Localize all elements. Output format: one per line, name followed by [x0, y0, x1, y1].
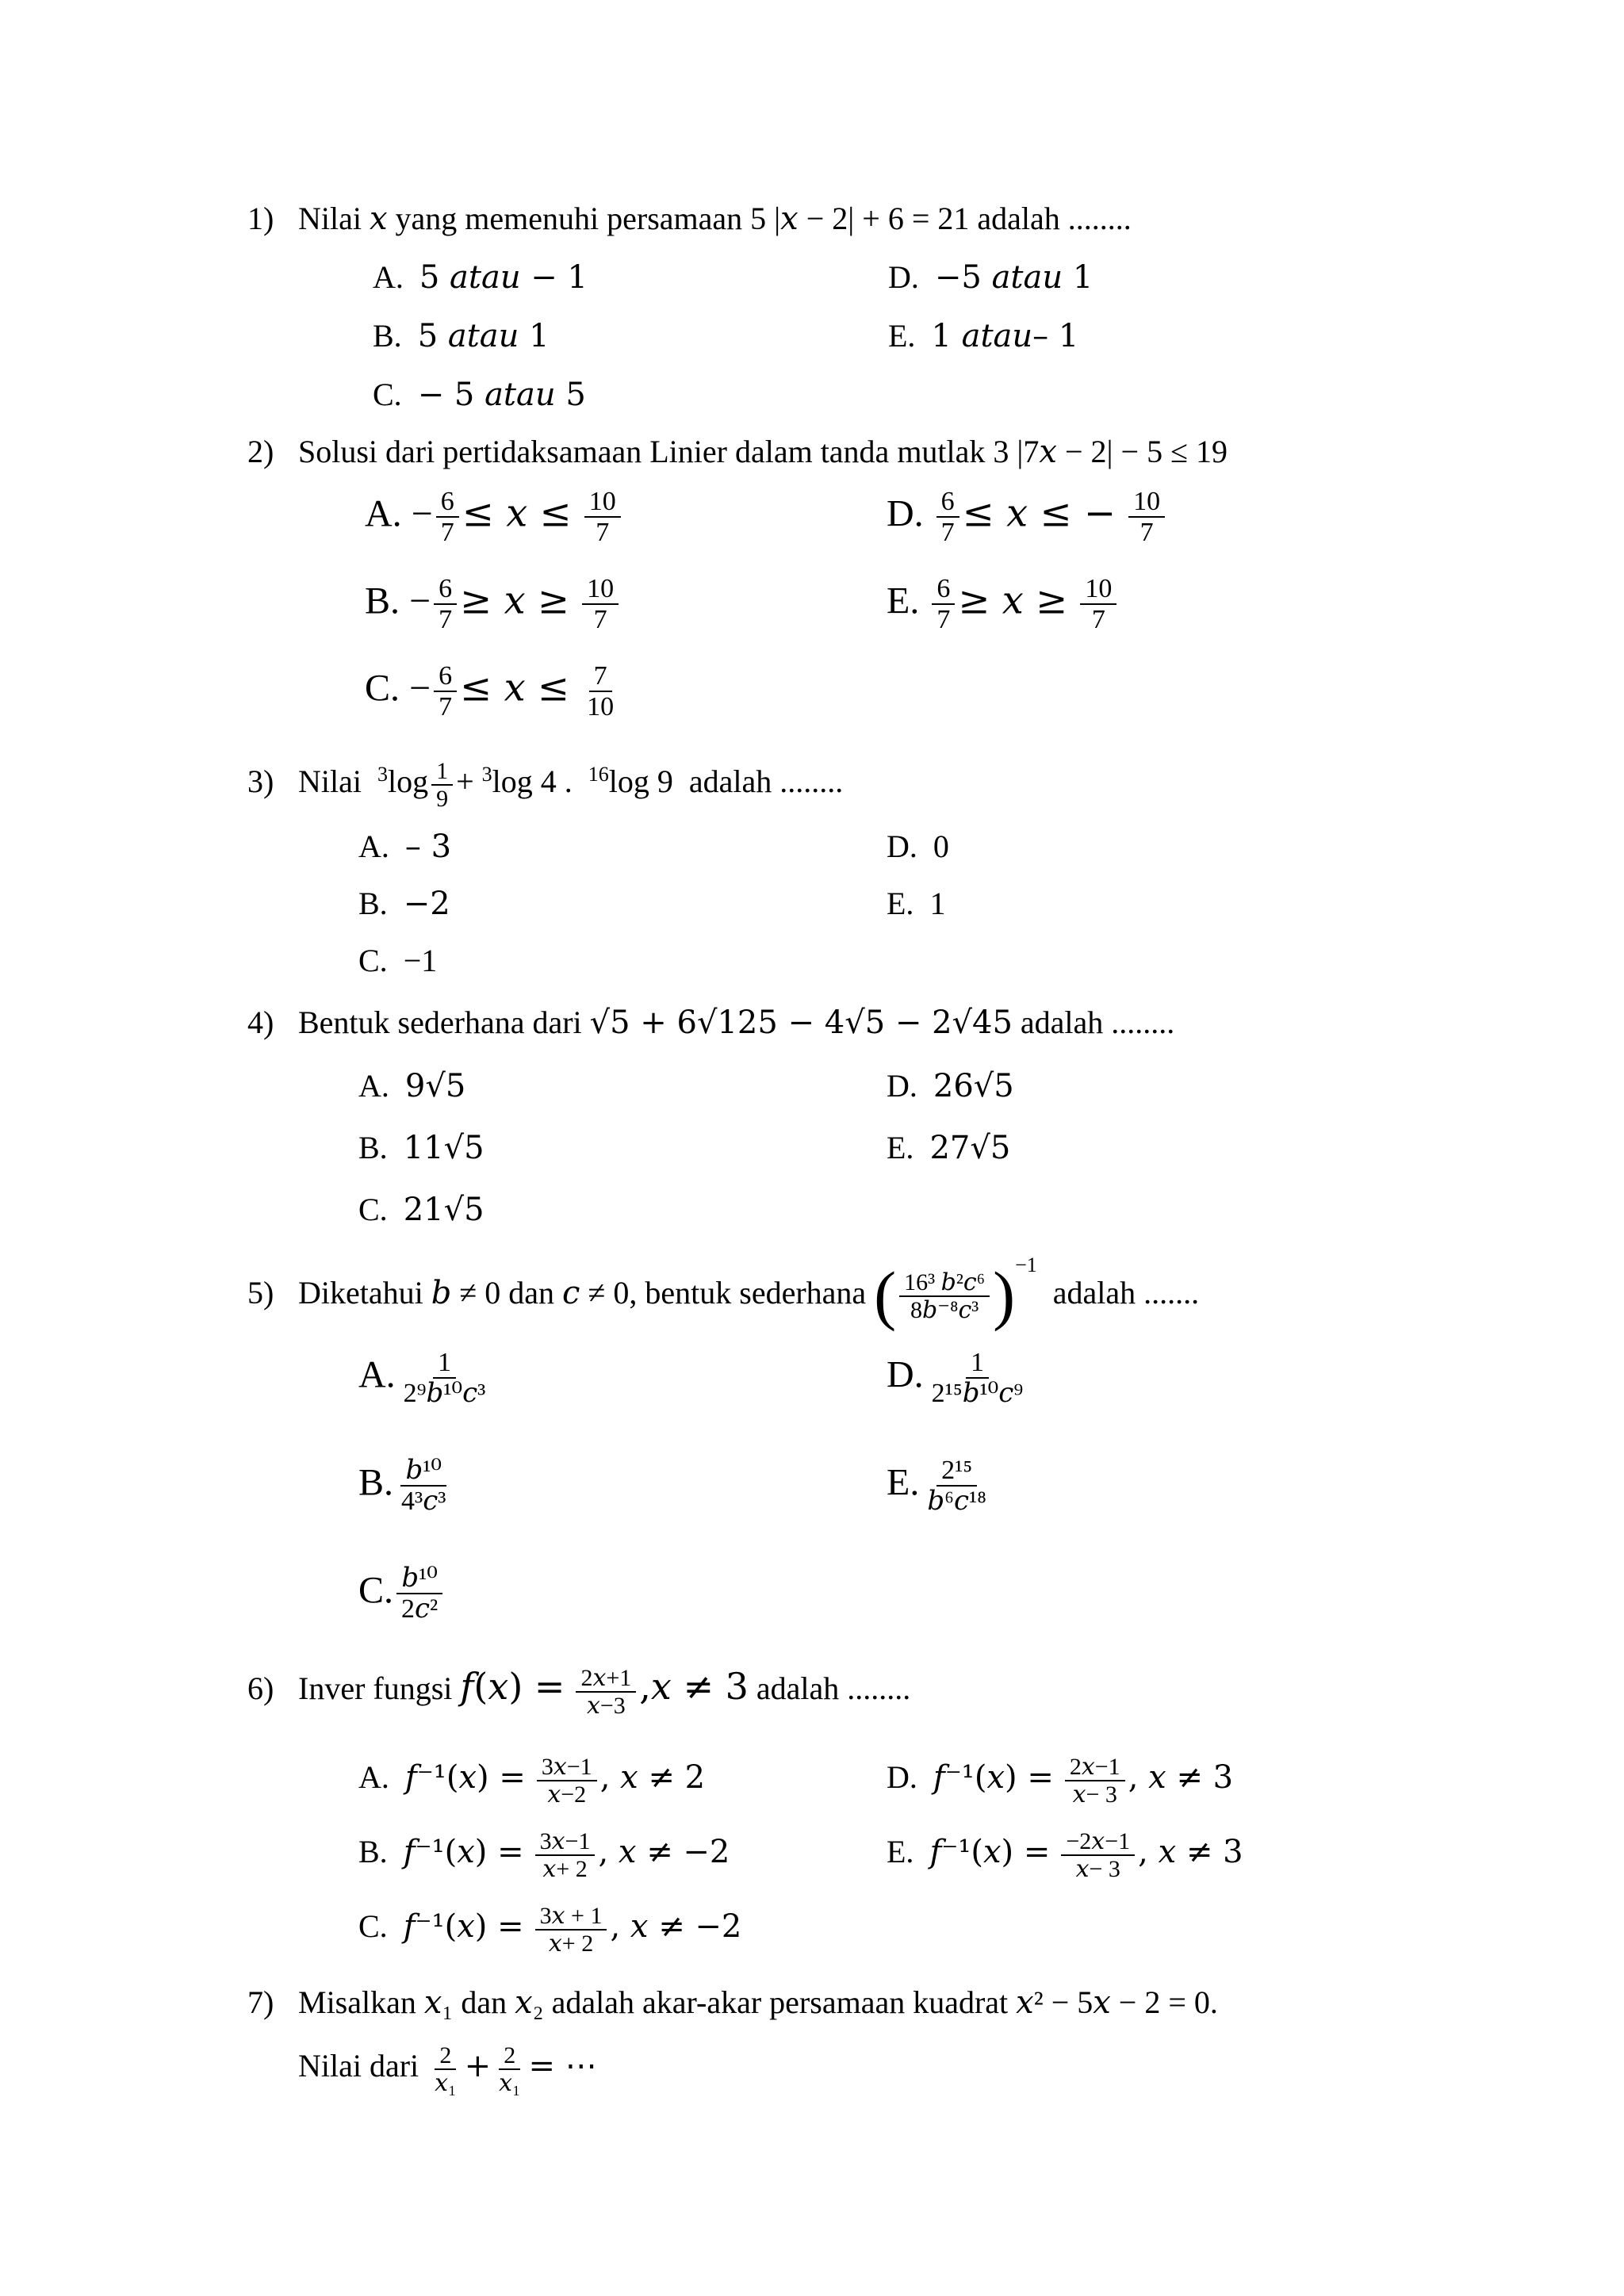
denominator: 2⁹𝑏¹⁰𝑐³ — [403, 1379, 486, 1409]
math-text: 3 — [377, 762, 388, 786]
math-text: −1 — [403, 943, 438, 978]
fraction — [431, 758, 453, 812]
math-text: Inver fungsi — [298, 1670, 453, 1707]
math-text: , 𝑥 ≠ 3 — [1128, 1759, 1234, 1797]
denominator: 7 — [593, 605, 607, 635]
fraction — [1080, 574, 1116, 635]
question-number: 7) — [247, 1984, 274, 2020]
fraction — [932, 574, 955, 635]
math-text: −5 𝑎𝑡𝑎𝑢 1 — [934, 259, 1094, 296]
numerator: 10 — [1128, 487, 1165, 518]
option-6e: E. 𝑓⁻¹(𝑥) = $\frac{\text{−2𝑥−1}}{\text{𝑥− 3}}$ , 𝑥 ≠ 3 — [887, 1828, 1243, 1882]
denominator: 8𝑏⁻⁸𝑐³ — [910, 1296, 979, 1323]
denominator: 7 — [936, 605, 951, 635]
denominator: 7 — [1091, 605, 1105, 635]
denominator: 7 — [440, 518, 454, 548]
math-text: 16 — [588, 762, 609, 786]
math-text: 𝑓⁻¹(𝑥) = — [929, 1834, 1051, 1871]
option-1a: A. 5 𝑎𝑡𝑎𝑢 − 1 — [373, 259, 588, 296]
math-text: 0 — [933, 828, 949, 864]
option-3e: E. 1 — [887, 886, 946, 921]
fraction — [535, 1828, 596, 1882]
math-text: Nilai — [298, 763, 362, 800]
numerator: −2𝑥−1 — [1061, 1828, 1135, 1856]
numerator: 1 — [433, 1348, 456, 1379]
math-text: , 𝑥 ≠ 3 — [1138, 1834, 1243, 1871]
math-text: log — [387, 763, 429, 800]
denominator: 𝑥− 3 — [1075, 1856, 1120, 1882]
fraction — [535, 1903, 607, 1957]
math-text: + — [464, 2048, 492, 2085]
math-text: 9√5 — [404, 1068, 466, 1104]
numerator: 2𝑥+1 — [576, 1665, 636, 1693]
fraction — [576, 1665, 636, 1719]
math-text: − — [409, 580, 431, 622]
math-text: 1 𝑎𝑡𝑎𝑢– 1 — [931, 318, 1079, 354]
denominator: 2𝑐² — [401, 1594, 439, 1624]
math-text: −1 — [1015, 1253, 1037, 1276]
option-2c: C. − $\frac{6}{7}$ ≤ 𝑥 ≤ $\frac{7}{10}$ — [365, 661, 622, 722]
math-text: 𝑓(𝑥) = — [460, 1665, 565, 1709]
denominator: 𝑥+ 2 — [548, 1931, 594, 1957]
math-text: Bentuk sederhana dari — [298, 1004, 582, 1040]
numerator: 3𝑥−1 — [537, 1754, 597, 1781]
option-3c: C. −1 — [358, 943, 438, 978]
math-text: ≥ 𝑥 ≥ — [958, 578, 1068, 623]
math-text: 5 𝑎𝑡𝑎𝑢 − 1 — [419, 259, 588, 296]
question-4 — [247, 1004, 1174, 1042]
math-text: 5 𝑎𝑡𝑎𝑢 1 — [417, 318, 550, 354]
numerator: 3𝑥 + 1 — [535, 1903, 607, 1931]
math-text: log 4 . — [492, 763, 573, 800]
denominator: 𝑥+ 2 — [542, 1856, 588, 1882]
question-1 — [247, 200, 1132, 238]
math-text: 𝑓⁻¹(𝑥) = — [403, 1834, 524, 1871]
fraction — [434, 574, 457, 635]
fraction — [434, 661, 457, 722]
math-text: adalah ........ — [688, 763, 844, 800]
numerator: 2 — [435, 2042, 456, 2070]
math-text: ,𝑥 ≠ 3 — [639, 1665, 749, 1709]
option-4a: A. 9√5 — [358, 1068, 466, 1104]
option-2d: D. $\frac{6}{7}$ ≤ 𝑥 ≤ − $\frac{10}{7}$ — [887, 487, 1168, 548]
option-5d: D. $\frac{1}{\text{2¹⁵𝑏¹⁰𝑐⁹}}$ — [887, 1348, 1031, 1409]
option-3b: B. −2 — [358, 886, 450, 922]
numerator: 6 — [936, 487, 959, 518]
fraction — [1065, 1754, 1125, 1808]
question-number: 5) — [247, 1275, 274, 1311]
question-stem: Misalkan 𝑥₁ dan 𝑥₂ adalah akar-akar persamaan kuadrat 𝑥² − 5𝑥 − 2 = 0. — [298, 1984, 1218, 2020]
fraction — [899, 1269, 990, 1323]
fraction — [436, 487, 459, 548]
question-number: 2) — [247, 434, 274, 469]
option-5a: A. $\frac{1}{\text{2⁹𝑏¹⁰𝑐³}}$ — [358, 1348, 493, 1409]
option-4d: D. 26√5 — [887, 1068, 1014, 1104]
denominator: 7 — [596, 518, 610, 548]
math-text: − — [409, 667, 431, 710]
numerator: 1 — [966, 1348, 989, 1379]
fraction — [396, 1456, 450, 1517]
question-number: 3) — [247, 763, 274, 800]
fraction — [430, 2042, 461, 2096]
numerator: 6 — [434, 661, 457, 692]
math-text: , 𝑥 ≠ −2 — [598, 1834, 730, 1871]
option-1d: D. −5 𝑎𝑡𝑎𝑢 1 — [888, 259, 1094, 296]
denominator: 𝑥₁ — [435, 2070, 457, 2096]
option-4e: E. 27√5 — [887, 1130, 1011, 1166]
numerator: 6 — [434, 574, 457, 605]
option-3a: A. – 3 — [358, 828, 452, 865]
question-number: 6) — [247, 1670, 274, 1707]
question-number: 1) — [247, 201, 274, 236]
denominator: 7 — [1139, 518, 1154, 548]
math-text: 11√5 — [403, 1130, 485, 1166]
math-text: , 𝑥 ≠ −2 — [610, 1908, 742, 1946]
fraction — [927, 1348, 1028, 1409]
math-text: = ⋯ — [528, 2048, 597, 2085]
denominator: 2¹⁵𝑏¹⁰𝑐⁹ — [931, 1379, 1024, 1409]
question-5 — [247, 1253, 1199, 1336]
math-text: adalah ........ — [756, 1670, 911, 1707]
fraction — [399, 1348, 491, 1409]
math-text: √5 + 6√125 − 4√5 − 2√45 — [589, 1004, 1013, 1041]
math-text: – 3 — [404, 828, 452, 865]
option-2b: B. − $\frac{6}{7}$ ≥ 𝑥 ≥ $\frac{10}{7}$ — [365, 574, 622, 635]
math-text: ) — [993, 1258, 1016, 1333]
math-text: 3 — [481, 762, 492, 786]
denominator: 𝑥₁ — [499, 2070, 521, 2096]
numerator: 2¹⁵ — [936, 1456, 977, 1487]
denominator: 7 — [439, 605, 453, 635]
fraction — [584, 487, 621, 548]
numerator: 𝑏¹⁰ — [396, 1563, 442, 1594]
denominator: 𝑥−2 — [547, 1781, 587, 1808]
option-5b: B. $\frac{\text{𝑏¹⁰}}{\text{4³𝑐³}}$ — [358, 1456, 454, 1517]
math-text: log 9 — [608, 763, 673, 800]
math-text: + — [456, 763, 474, 800]
denominator: 𝑏⁶𝑐¹⁸ — [927, 1487, 987, 1517]
fraction — [494, 2042, 525, 2096]
math-text: − 5 𝑎𝑡𝑎𝑢 5 — [417, 377, 586, 413]
denominator: 7 — [439, 692, 453, 722]
option-2a: A. − $\frac{6}{7}$ ≤ 𝑥 ≤ $\frac{10}{7}$ — [365, 487, 624, 548]
question-3 — [247, 758, 843, 812]
numerator: 16³ 𝑏²𝑐⁶ — [899, 1269, 990, 1297]
math-text: 26√5 — [933, 1068, 1014, 1104]
numerator: 7 — [589, 661, 612, 692]
numerator: 10 — [1080, 574, 1116, 605]
math-text: ≤ 𝑥 ≤ − — [962, 491, 1116, 536]
fraction — [922, 1456, 991, 1517]
fraction — [582, 574, 619, 635]
question-stem: Nilai 𝑥 yang memenuhi persamaan 5 |𝑥 − 2| + 6 = 21 adalah ........ — [298, 201, 1132, 236]
numerator: 6 — [932, 574, 955, 605]
math-text: −2 — [403, 886, 450, 922]
fraction — [1128, 487, 1165, 548]
question-7 — [247, 1984, 1218, 2022]
numerator: 6 — [436, 487, 459, 518]
math-text: adalah ........ — [1020, 1004, 1175, 1040]
option-1b: B. 5 𝑎𝑡𝑎𝑢 1 — [373, 318, 550, 354]
question-stem: Solusi dari pertidaksamaan Linier dalam tanda mutlak 3 |7𝑥 − 2| − 5 ≤ 19 — [298, 434, 1228, 469]
denominator: 4³𝑐³ — [401, 1487, 446, 1517]
math-text: ≥ 𝑥 ≥ — [460, 578, 570, 623]
numerator: 2 — [499, 2042, 520, 2070]
math-text: Diketahui 𝑏 ≠ 0 dan 𝑐 ≠ 0, bentuk sederhana — [298, 1275, 867, 1311]
fraction — [936, 487, 959, 548]
fraction — [582, 661, 619, 722]
denominator: 7 — [940, 518, 955, 548]
option-6a: A. 𝑓⁻¹(𝑥) = $\frac{\text{3𝑥−1}}{\text{𝑥−2}}$ , 𝑥 ≠ 2 — [358, 1754, 706, 1808]
numerator: 10 — [582, 574, 619, 605]
option-6c: C. 𝑓⁻¹(𝑥) = $\frac{\text{3𝑥 + 1}}{\text{𝑥+ 2}}$ , 𝑥 ≠ −2 — [358, 1903, 742, 1957]
option-2e: E. $\frac{6}{7}$ ≥ 𝑥 ≥ $\frac{10}{7}$ — [887, 574, 1120, 635]
option-3d: D. 0 — [887, 828, 949, 864]
numerator: 1 — [431, 758, 453, 786]
option-6d: D. 𝑓⁻¹(𝑥) = $\frac{\text{2𝑥−1}}{\text{𝑥− 3}}$ , 𝑥 ≠ 3 — [887, 1754, 1234, 1808]
fraction — [537, 1754, 597, 1808]
question-7-line2 — [298, 2042, 597, 2096]
denominator: 10 — [587, 692, 615, 722]
numerator: 3𝑥−1 — [535, 1828, 596, 1856]
option-5e: E. $\frac{\text{2¹⁵}}{\text{𝑏⁶𝑐¹⁸}}$ — [887, 1456, 994, 1517]
numerator: 𝑏¹⁰ — [400, 1456, 446, 1487]
math-text: 𝑓⁻¹(𝑥) = — [404, 1759, 526, 1797]
math-text: Nilai dari — [298, 2048, 419, 2084]
option-1c: C. − 5 𝑎𝑡𝑎𝑢 5 — [373, 377, 586, 413]
math-text: 𝑓⁻¹(𝑥) = — [933, 1759, 1054, 1797]
math-text: 27√5 — [929, 1130, 1011, 1166]
fraction — [396, 1563, 442, 1624]
option-5c: C. $\frac{\text{𝑏¹⁰}}{\text{2𝑐²}}$ — [358, 1563, 446, 1624]
denominator: 9 — [436, 786, 449, 812]
option-1e: E. 1 𝑎𝑡𝑎𝑢– 1 — [888, 318, 1079, 354]
option-4b: B. 11√5 — [358, 1130, 485, 1166]
denominator: 𝑥− 3 — [1072, 1781, 1117, 1808]
option-6b: B. 𝑓⁻¹(𝑥) = $\frac{\text{3𝑥−1}}{\text{𝑥+ 2}}$ , 𝑥 ≠ −2 — [358, 1828, 730, 1882]
math-text: 𝑓⁻¹(𝑥) = — [403, 1908, 524, 1946]
math-text: 1 — [929, 886, 946, 921]
option-4c: C. 21√5 — [358, 1192, 485, 1228]
math-text: , 𝑥 ≠ 2 — [599, 1759, 706, 1797]
math-text: adalah ....... — [1052, 1275, 1200, 1311]
math-text: ≤ 𝑥 ≤ — [460, 665, 570, 710]
math-text: ≤ 𝑥 ≤ — [462, 491, 572, 536]
numerator: 2𝑥−1 — [1065, 1754, 1125, 1781]
numerator: 10 — [584, 487, 621, 518]
question-number: 4) — [247, 1004, 274, 1040]
math-text: 21√5 — [403, 1192, 485, 1228]
math-text: ( — [874, 1258, 897, 1333]
question-2 — [247, 433, 1228, 471]
math-text: − — [411, 492, 433, 535]
question-6 — [247, 1665, 910, 1719]
denominator: 𝑥−3 — [586, 1693, 626, 1719]
fraction — [1061, 1828, 1135, 1882]
